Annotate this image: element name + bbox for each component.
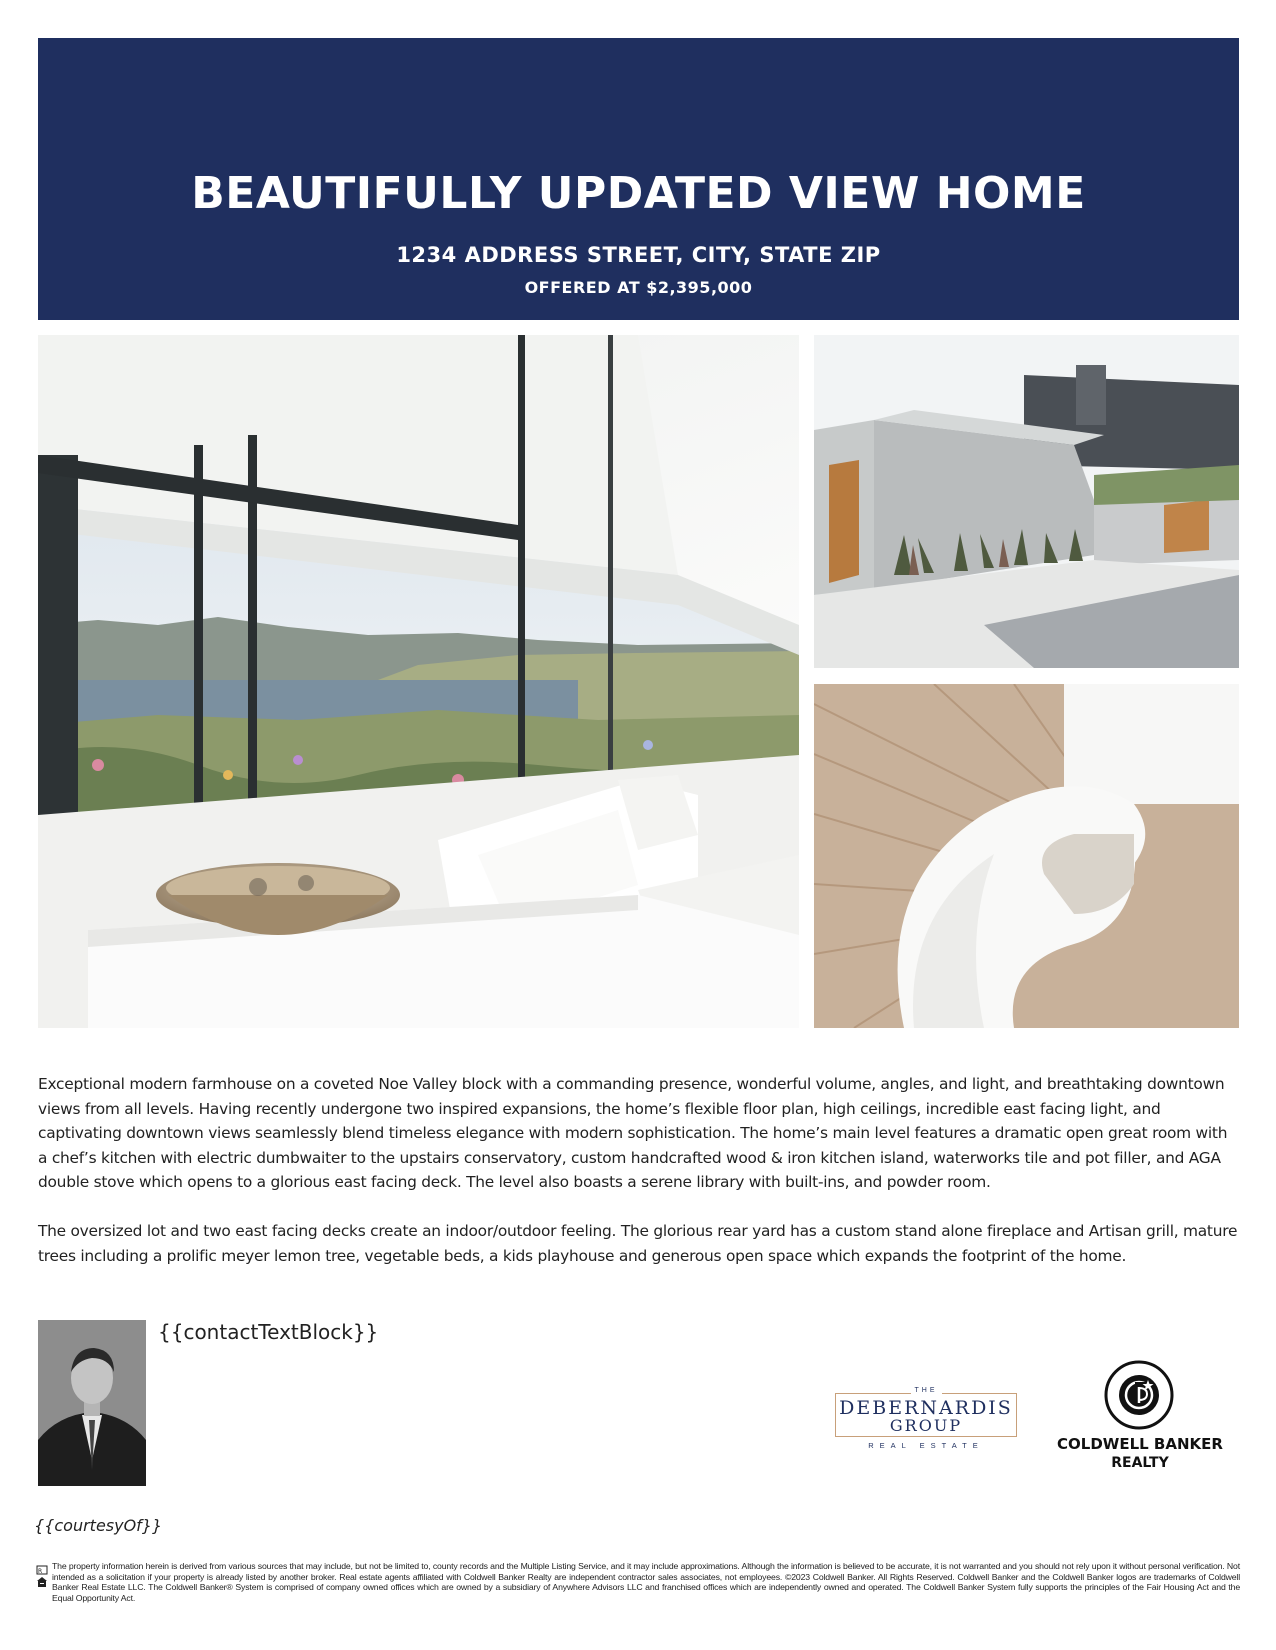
- debernardis-logo-group: GROUP: [889, 1416, 963, 1435]
- svg-text:R: R: [38, 1568, 43, 1575]
- debernardis-logo-the: THE: [911, 1387, 942, 1394]
- coldwell-banker-logo: [1055, 1360, 1225, 1480]
- coldwell-banker-logo-realty: REALTY: [1111, 1455, 1169, 1471]
- debernardis-logo-name: DEBERNARDIS: [839, 1397, 1013, 1419]
- listing-title: BEAUTIFULLY UPDATED VIEW HOME: [191, 168, 1086, 219]
- spiral-staircase-photo: [814, 684, 1239, 1028]
- agent-contact-block: {{contactTextBlock}}: [158, 1320, 379, 1344]
- exterior-house-photo: [814, 335, 1239, 668]
- coldwell-banker-logo-name: COLDWELL BANKER: [1057, 1435, 1223, 1453]
- description-paragraph: Exceptional modern farmhouse on a coveted Noe Valley block with a commanding presence, wonderful volume, angles, and light, and breathtaking downtown views from all levels. Having recently undergone two inspired expansions, the home’s flexible floor plan, high ceilings, incredible east facing light, and captivating downtown views seamlessly blend timeless elegance with modern sophistication. The home’s main level features a dramatic open great room with a chef’s kitchen with electric dumbwaiter to the upstairs conservatory, custom handcrafted wood & iron kitchen island, waterworks tile and pot filler, and AGA double stove which opens to a glorious east facing deck. The level also boasts a serene library with built-ins, and powder room.: [38, 1075, 1228, 1192]
- description-paragraph: The oversized lot and two east facing decks create an indoor/outdoor feeling. The glorious rear yard has a custom stand alone fireplace and Artisan grill, mature trees including a prolific meyer lemon tree, vegetable beds, a kids playhouse and generous open space which expands the footprint of the home.: [38, 1221, 1238, 1265]
- debernardis-group-logo: [835, 1387, 1017, 1455]
- listing-price: OFFERED AT $2,395,000: [524, 278, 753, 297]
- listing-address: 1234 ADDRESS STREET, CITY, STATE ZIP: [396, 243, 881, 267]
- interior-living-room-photo: [38, 335, 799, 1028]
- equal-housing-icon: [36, 1565, 48, 1589]
- debernardis-logo-real-estate: REAL ESTATE: [868, 1441, 984, 1450]
- header-banner: [38, 38, 1239, 320]
- coldwell-banker-emblem-icon: [1104, 1360, 1174, 1430]
- legal-disclaimer: The property information herein is derived from various sources that may include, but not be limited to, county records and the Multiple Listing Service, and it may include approximations. Although the information is believed to be accurate, it is not warranted and you should not rely upon it without personal verification. Not intended as a solicitation if your property is already listed by another broker. Real estate agents affiliated with Coldwell Banker Realty are independent contractor sales associates, not employees. ©2023 Coldwell Banker. All Rights Reserved. Coldwell Banker and the Coldwell Banker logos are trademarks of Coldwell Banker Real Estate LLC. The Coldwell Banker® System is comprised of company owned offices which are owned by a subsidiary of Anywhere Advisors LLC and franchised offices which are independently owned and operated. The Coldwell Banker System fully supports the principles of the Fair Housing Act and the Equal Opportunity Act.: [52, 1561, 1240, 1603]
- agent-headshot: [38, 1320, 146, 1486]
- property-description: [38, 1072, 1240, 1292]
- courtesy-of-text: {{courtesyOf}}: [34, 1516, 163, 1535]
